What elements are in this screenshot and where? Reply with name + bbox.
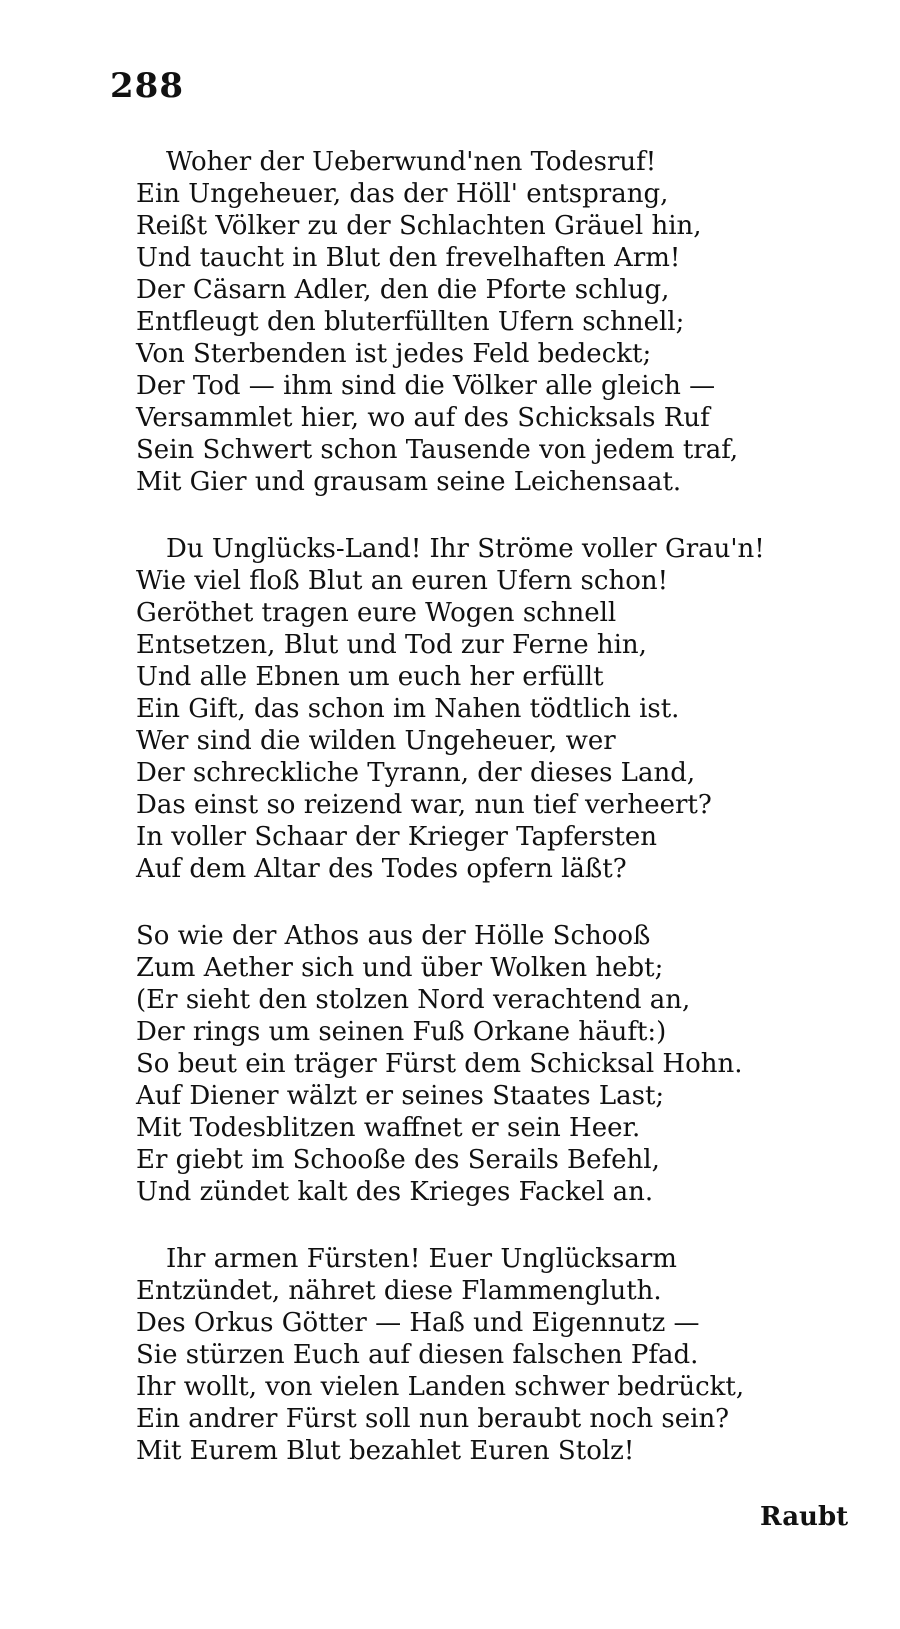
poem-line: Sein Schwert schon Tausende von jedem traf, [136,435,739,465]
poem-line: Auf dem Altar des Todes opfern läßt? [136,854,627,884]
poem-line: Ein Gift, das schon im Nahen tödtlich ist. [136,694,680,724]
poem-line: Der Cäsarn Adler, den die Pforte schlug, [136,275,670,305]
poem-line: Ihr armen Fürsten! Euer Unglücksarm [166,1244,677,1274]
poem-line: Von Sterbenden ist jedes Feld bedeckt; [136,339,652,369]
poem-line: Entsetzen, Blut und Tod zur Ferne hin, [136,630,647,660]
poem-line: Geröthet tragen eure Wogen schnell [136,598,617,628]
poem-line: Du Unglücks-Land! Ihr Ströme voller Grau'n! [166,534,765,564]
poem-line: Versammlet hier, wo auf des Schicksals Ruf [136,403,710,433]
poem-line: Des Orkus Götter — Haß und Eigennutz — [136,1308,700,1338]
stanza-3 [136,920,856,1208]
page-number: 288 [110,66,184,106]
poem-line: Das einst so reizend war, nun tief verheert? [136,790,712,820]
poem-line: Ein Ungeheuer, das der Höll' entsprang, [136,179,669,209]
poem-line: Sie stürzen Euch auf diesen falschen Pfad. [136,1340,699,1370]
poem-line: Der schreckliche Tyrann, der dieses Land, [136,758,696,788]
poem-line: Und alle Ebnen um euch her erfüllt [136,662,604,692]
poem-line: Woher der Ueberwund'nen Todesruf! [166,147,657,177]
poem-line: Entfleugt den bluterfüllten Ufern schnell; [136,307,685,337]
poem-line: Mit Gier und grausam seine Leichensaat. [136,467,682,497]
poem-line: Ein andrer Fürst soll nun beraubt noch sein? [136,1404,730,1434]
stanza-4 [136,1243,856,1467]
poem-line: Der Tod — ihm sind die Völker alle gleich — [136,371,716,401]
poem-line: Und taucht in Blut den frevelhaften Arm! [136,243,681,273]
poem-line: Auf Diener wälzt er seines Staates Last; [136,1081,665,1111]
poem-line: Er giebt im Schooße des Serails Befehl, [136,1145,660,1175]
poem-line: In voller Schaar der Krieger Tapfersten [136,822,657,852]
poem-line: Mit Todesblitzen waffnet er sein Heer. [136,1113,641,1143]
poem-line: Der rings um seinen Fuß Orkane häuft:) [136,1017,667,1047]
poem-line: (Er sieht den stolzen Nord verachtend an, [136,985,691,1015]
stanza-1 [136,146,856,498]
poem [136,146,856,1502]
poem-line: Wer sind die wilden Ungeheuer, wer [136,726,616,756]
poem-line: Reißt Völker zu der Schlachten Gräuel hin, [136,211,702,241]
poem-line: Entzündet, nähret diese Flammengluth. [136,1276,662,1306]
poem-line: Und zündet kalt des Krieges Fackel an. [136,1177,654,1207]
poem-line: So wie der Athos aus der Hölle Schooß [136,921,651,951]
poem-line: Ihr wollt, von vielen Landen schwer bedrückt, [136,1372,745,1402]
stanza-2 [136,533,856,885]
poem-line: Mit Eurem Blut bezahlet Euren Stolz! [136,1436,635,1466]
catchword: Raubt [760,1502,849,1532]
poem-line: Wie viel floß Blut an euren Ufern schon! [136,566,669,596]
poem-line: Zum Aether sich und über Wolken hebt; [136,953,664,983]
poem-line: So beut ein träger Fürst dem Schicksal Hohn. [136,1049,743,1079]
